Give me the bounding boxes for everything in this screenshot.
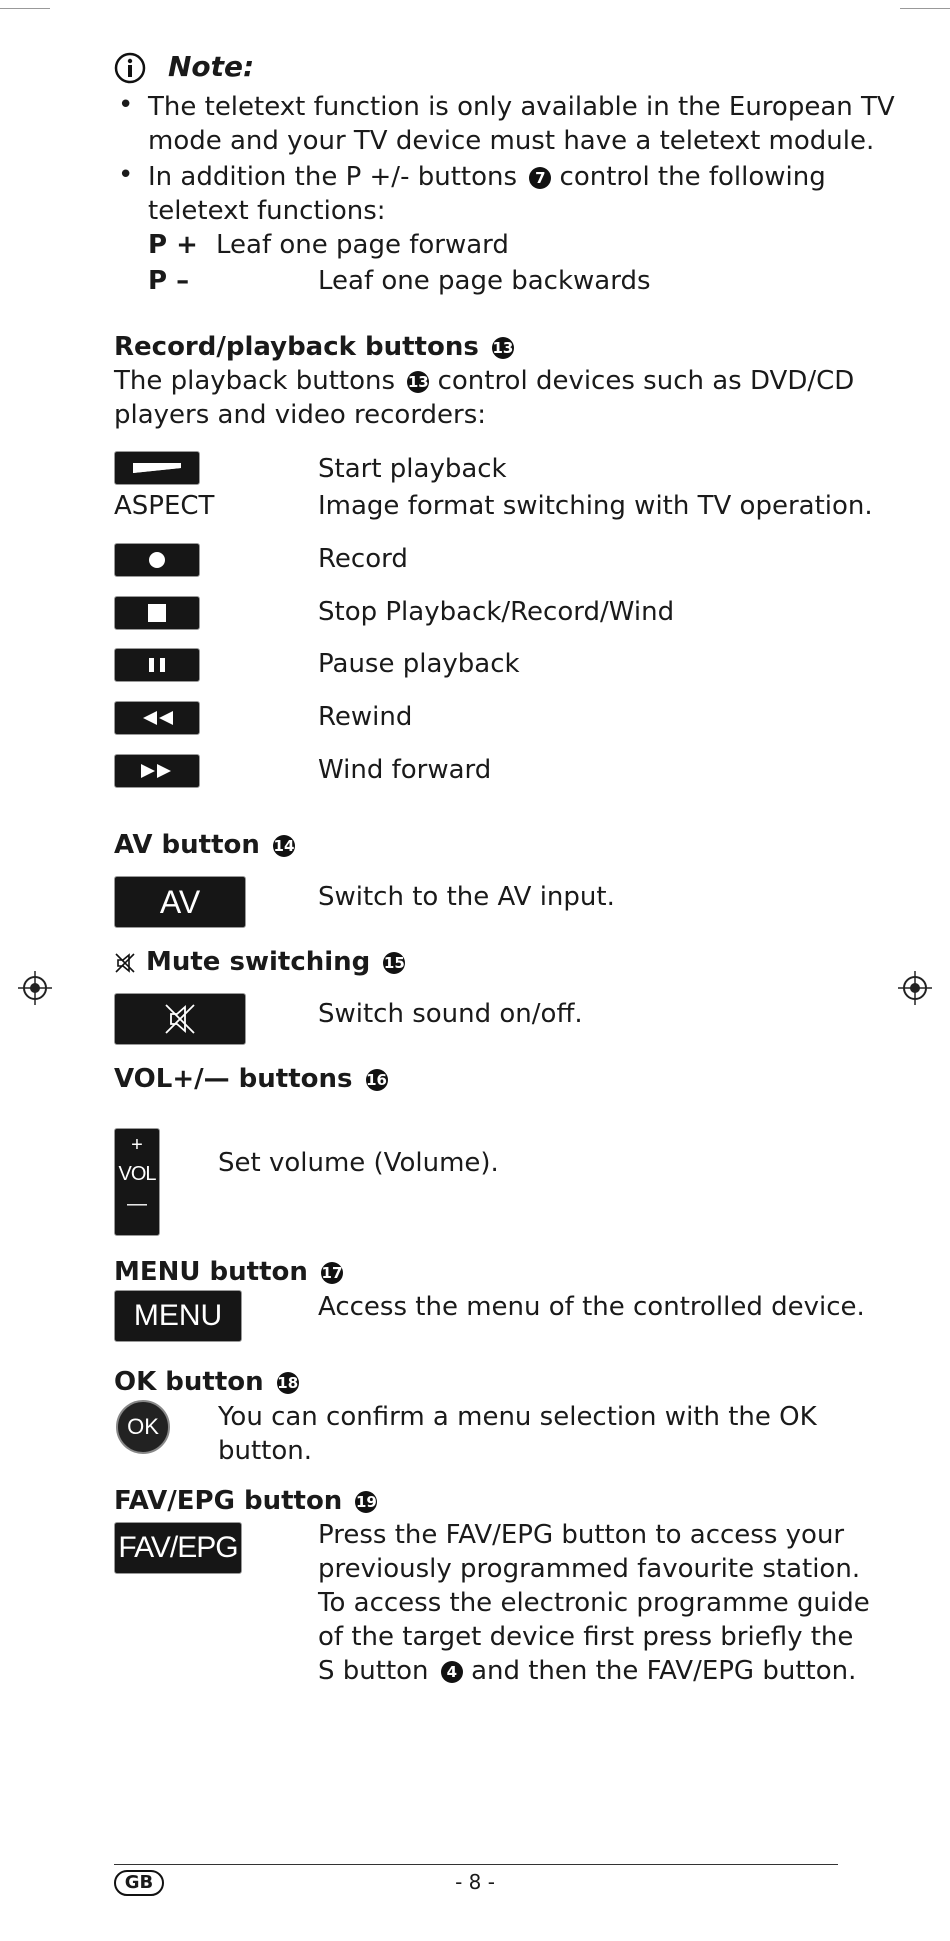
reference-number: 18	[277, 1374, 299, 1392]
rewind-desc: Rewind	[318, 702, 413, 732]
volume-minus: —	[127, 1193, 147, 1215]
stop-desc: Stop Playback/Record/Wind	[318, 597, 675, 627]
bullet-dot: •	[118, 90, 134, 120]
note-text: The teletext function is only available in the European TV	[148, 92, 895, 122]
reference-number: 15	[383, 954, 405, 972]
note-text: teletext functions:	[148, 196, 386, 226]
av-button: AV	[114, 876, 246, 928]
note-text	[148, 160, 826, 194]
reference-number: 17	[321, 1264, 343, 1282]
menu-heading-text: MENU button	[114, 1257, 308, 1287]
record-button	[114, 543, 200, 577]
fav-desc-line: of the target device first press briefly the	[318, 1622, 854, 1652]
reference-number: 19	[355, 1493, 377, 1511]
av-desc: Switch to the AV input.	[318, 882, 615, 912]
play-icon	[115, 452, 199, 484]
menu-button: MENU	[114, 1290, 242, 1342]
fav-desc-line: Press the FAV/EPG button to access your	[318, 1520, 845, 1550]
record-desc: Record	[318, 544, 408, 574]
country-badge: GB	[114, 1870, 164, 1896]
pause-button	[114, 648, 200, 682]
fav-desc-line: previously programmed favourite station.	[318, 1554, 861, 1584]
pause-icon	[115, 649, 199, 681]
page-number: - 8 -	[455, 1870, 495, 1894]
mute-heading-text: Mute switching	[146, 947, 371, 977]
reference-number: 13	[492, 339, 514, 357]
av-heading-text: AV button	[114, 830, 260, 860]
p-plus-key: P +	[148, 230, 198, 260]
av-heading	[114, 828, 295, 862]
mute-desc: Switch sound on/off.	[318, 999, 583, 1029]
note-title: Note:	[168, 50, 255, 83]
reference-number: 16	[366, 1071, 387, 1089]
menu-desc: Access the menu of the controlled device.	[318, 1292, 865, 1322]
record-heading-text: Record/playback buttons	[114, 332, 479, 362]
fav-desc-line	[318, 1654, 856, 1688]
reference-number: 7	[529, 167, 551, 189]
fav-heading	[114, 1484, 377, 1518]
fav-heading-text: FAV/EPG button	[114, 1486, 343, 1516]
registration-mark-right	[898, 971, 932, 1005]
play-desc: Start playback	[318, 454, 507, 484]
fast-forward-desc: Wind forward	[318, 755, 492, 785]
volume-button	[114, 1128, 160, 1236]
mute-icon	[114, 952, 136, 974]
ok-heading	[114, 1365, 299, 1399]
reference-number: 4	[441, 1661, 463, 1683]
crop-mark-left	[0, 8, 50, 9]
p-plus-desc: Leaf one page forward	[216, 230, 509, 260]
fav-desc-part: and then the FAV/EPG button.	[471, 1656, 857, 1686]
volume-label: VOL	[118, 1163, 156, 1185]
aspect-key: ASPECT	[114, 491, 215, 521]
ok-button-label: OK	[127, 1414, 159, 1439]
p-minus-desc: Leaf one page backwards	[318, 266, 651, 296]
ok-heading-text: OK button	[114, 1367, 264, 1397]
rewind-button	[114, 701, 200, 735]
fav-epg-button: FAV/EPG	[114, 1522, 242, 1574]
fav-desc-line: To access the electronic programme guide	[318, 1588, 870, 1618]
crop-mark-right	[900, 8, 950, 9]
play-button	[114, 451, 200, 485]
record-intro	[114, 364, 854, 398]
footer-rule	[114, 1864, 838, 1865]
registration-mark-left	[18, 971, 52, 1005]
record-intro-part: The playback buttons	[114, 366, 396, 396]
rewind-icon	[115, 702, 199, 734]
record-heading	[114, 330, 514, 364]
reference-number: 14	[273, 837, 295, 855]
ok-button	[116, 1400, 170, 1454]
ok-desc-line1: You can confirm a menu selection with the OK	[218, 1402, 817, 1432]
stop-button	[114, 596, 200, 630]
record-icon	[115, 544, 199, 576]
bullet-dot: •	[118, 160, 134, 190]
record-intro-part: control devices such as DVD/CD	[437, 366, 855, 396]
p-minus-key: P –	[148, 266, 190, 296]
note-text-part: control the following	[559, 162, 826, 192]
reference-number: 13	[407, 373, 429, 391]
volume-plus: +	[131, 1134, 143, 1156]
mute-heading	[146, 945, 405, 979]
vol-heading-text: VOL+/— buttons	[114, 1064, 353, 1094]
fast-forward-icon	[115, 755, 199, 787]
menu-heading	[114, 1255, 343, 1289]
aspect-desc: Image format switching with TV operation.	[318, 491, 873, 521]
note-text-part: In addition the P +/- buttons	[148, 162, 518, 192]
mute-button	[114, 993, 246, 1045]
fav-desc-part: S button	[318, 1656, 429, 1686]
vol-heading	[114, 1062, 388, 1096]
pause-desc: Pause playback	[318, 649, 520, 679]
info-icon	[114, 52, 146, 84]
vol-desc: Set volume (Volume).	[218, 1148, 499, 1178]
fast-forward-button	[114, 754, 200, 788]
note-text: mode and your TV device must have a teletext module.	[148, 126, 875, 156]
mute-icon	[115, 994, 245, 1044]
ok-desc-line2: button.	[218, 1436, 313, 1466]
stop-icon	[115, 597, 199, 629]
record-intro-line2: players and video recorders:	[114, 400, 487, 430]
